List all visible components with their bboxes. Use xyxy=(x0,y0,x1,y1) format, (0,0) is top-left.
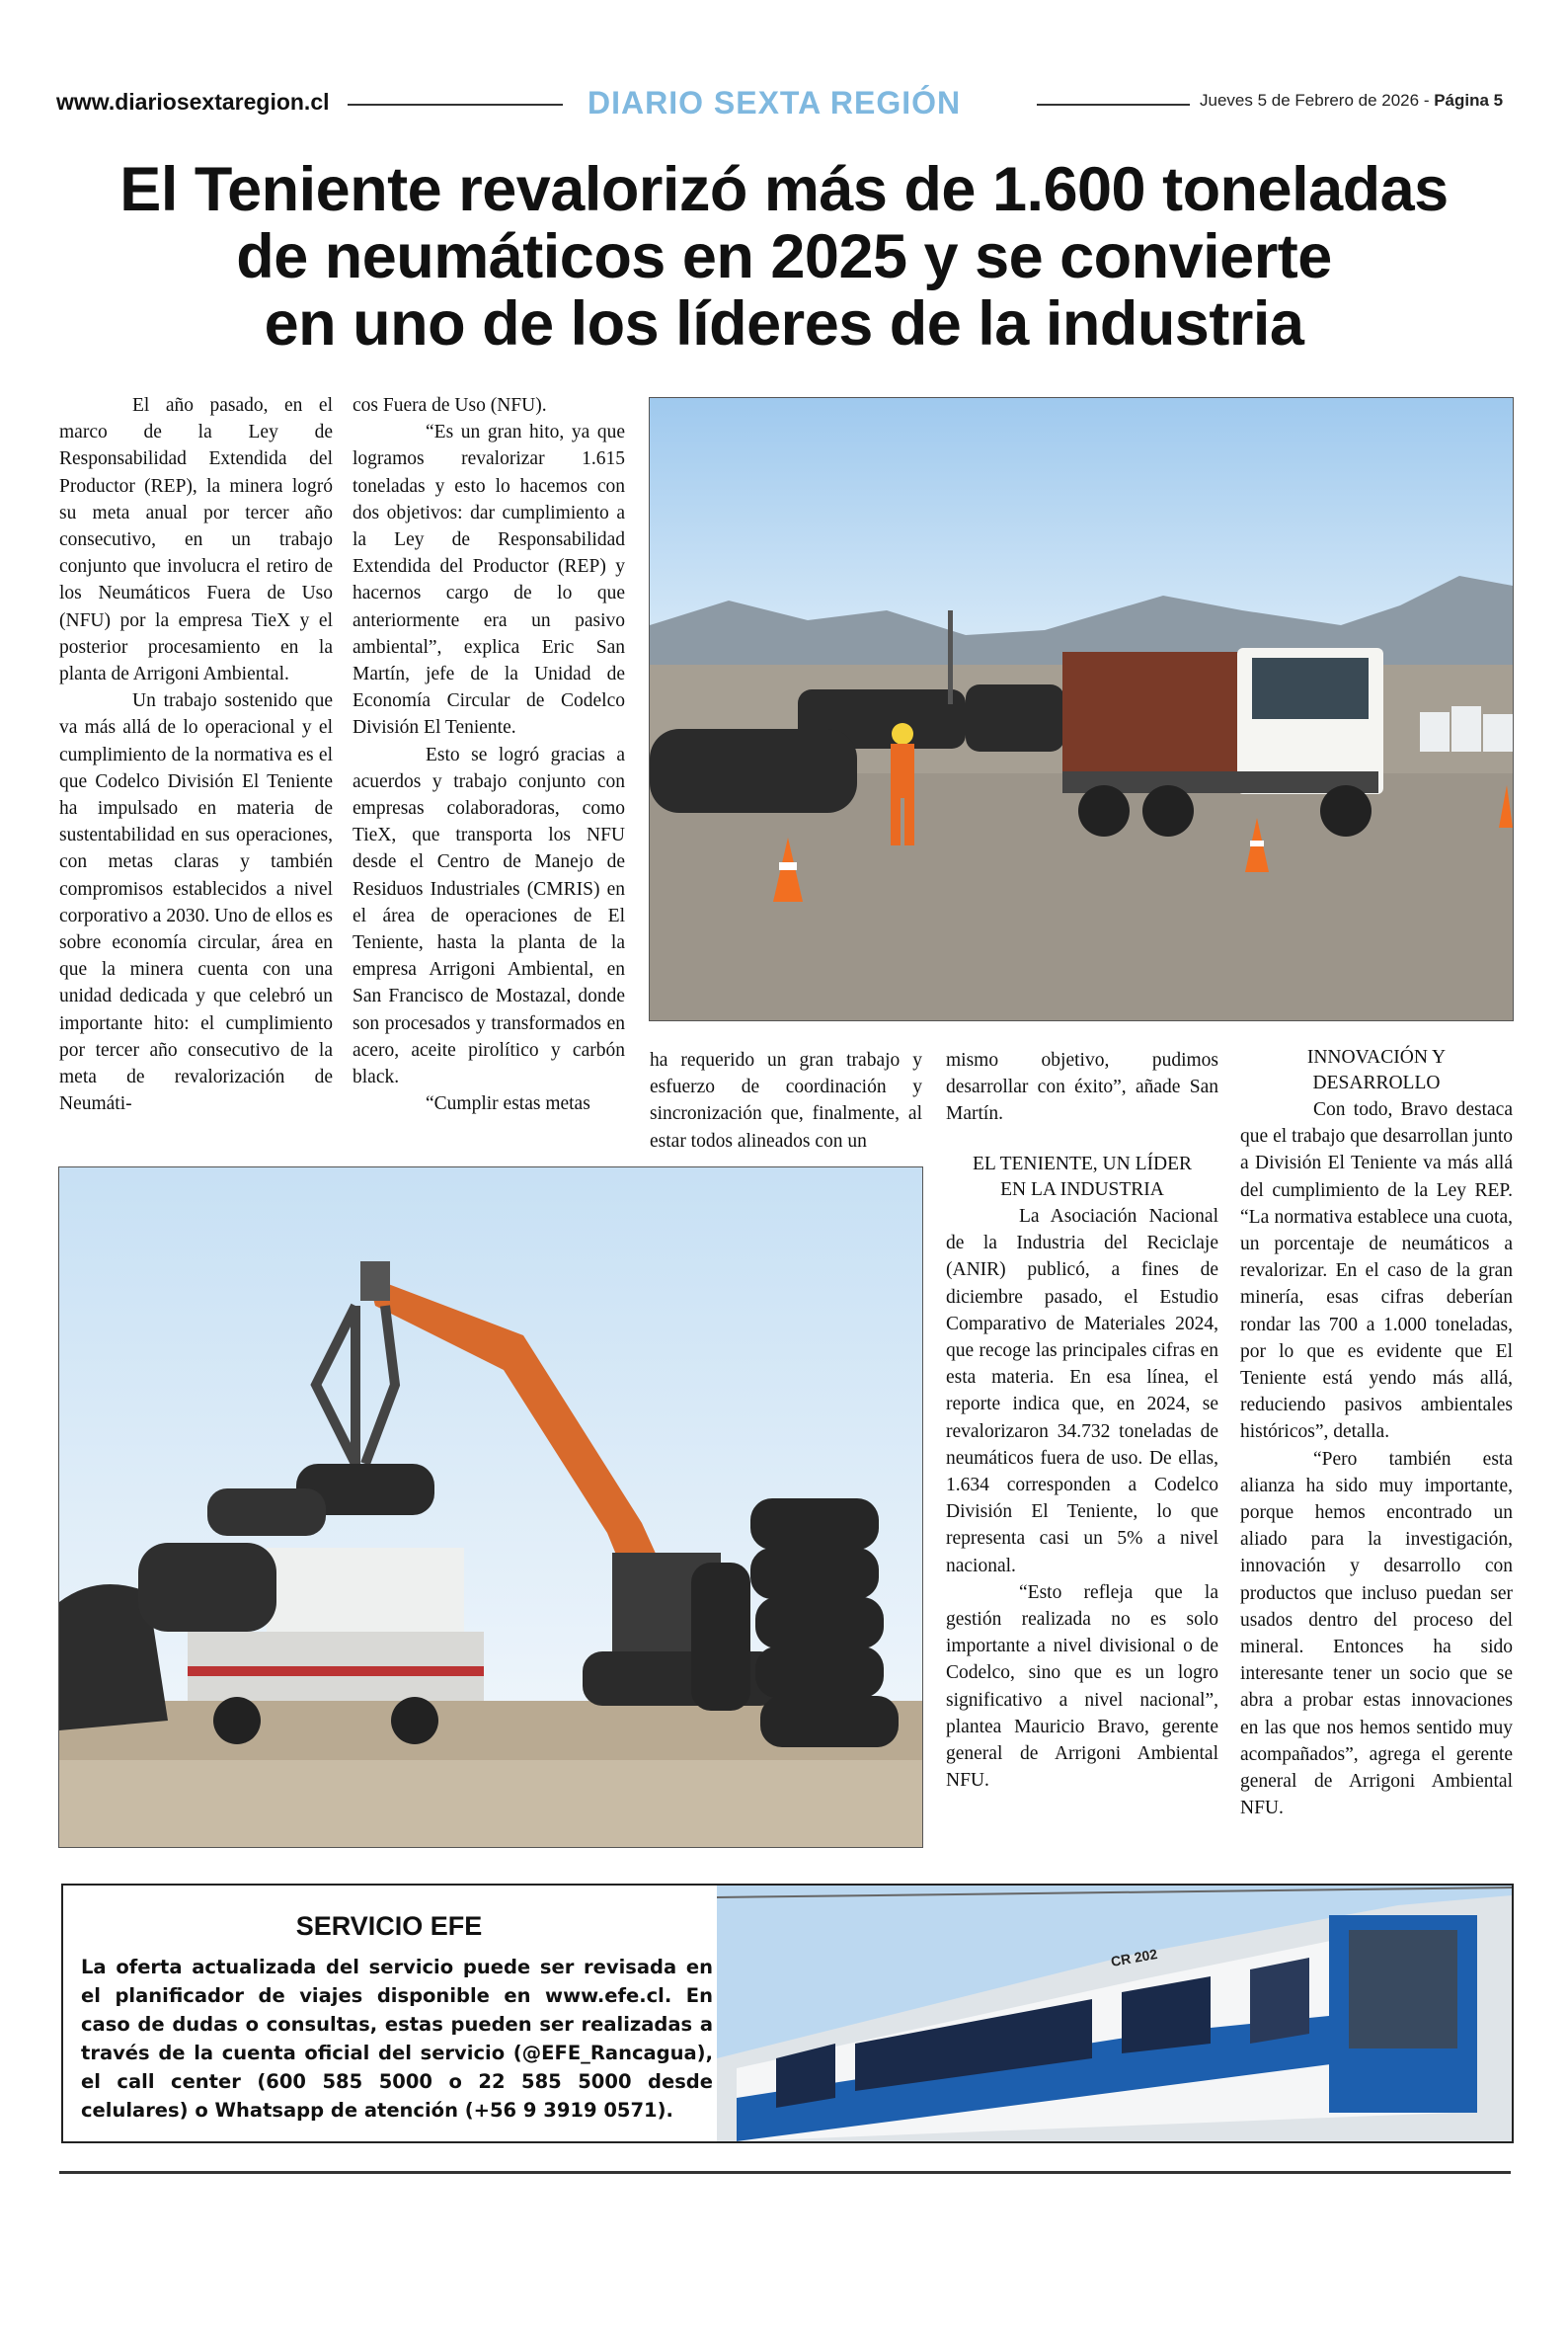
headline-line-1: El Teniente revalorizó más de 1.600 toneladas xyxy=(119,155,1449,224)
newspaper-brand: DIARIO SEXTA REGIÓN xyxy=(588,85,962,120)
section-heading-line: DESARROLLO xyxy=(1312,1073,1441,1093)
train-label: CR 202 xyxy=(1109,1945,1159,1969)
section-heading-line: INNOVACIÓN Y xyxy=(1306,1047,1447,1068)
photo-truck-tire-yard xyxy=(649,397,1514,1021)
paragraph: “Pero también esta alianza ha sido muy importante, porque hemos encontrado un aliado para la investigación, innovación y desarrollo con productos que incluso puedan ser usados dentro del proceso del mineral. Entonces ha sido interesante tener un socio que se abra a probar estas innovaciones en las que nos hemos sentido muy acompañados”, agrega el gerente general de Arrigoni Ambiental NFU. xyxy=(1240,1448,1513,1819)
section-heading-lider xyxy=(946,1152,1218,1203)
article-column-3 xyxy=(650,1047,922,1155)
headline-line-2: de neumáticos en 2025 y se convierte xyxy=(236,222,1332,291)
flatbed-truck xyxy=(267,1548,464,1637)
photo-efe-train xyxy=(717,1886,1512,2141)
efe-title: SERVICIO EFE xyxy=(295,1911,483,1941)
headline xyxy=(39,156,1529,358)
article-section-lider xyxy=(946,1203,1218,1794)
article-column-2 xyxy=(353,392,625,1117)
paragraph: Con todo, Bravo destaca que el trabajo que desarrollan junto a División El Teniente va más allá del cumplimiento de la Ley REP. “La normativa establece una cuota, un porcentaje de neumáticos a revalorizar. En el caso de la gran minería, esas cifras deberían rondar las 700 a 1.000 toneladas, por lo que es evidente que El Teniente está yendo más allá, reduciendo pasivos ambientales históricos”, detalla. xyxy=(1240,1099,1513,1443)
article-column-1 xyxy=(59,392,333,1117)
paragraph: “Esto refleja que la gestión realizada no es solo importante a nivel divisional o de Codelco, sino que es un logro significativo a nivel nacional”, plantea Mauricio Bravo, gerente general de Arrigoni Ambiental NFU. xyxy=(946,1581,1218,1792)
page-number: Página 5 xyxy=(1434,91,1504,110)
issue-date: Jueves 5 de Febrero de 2026 - Página 5 xyxy=(1200,91,1504,110)
truck-yard-illustration xyxy=(650,398,1513,1020)
page-bottom-rule xyxy=(59,2171,1511,2174)
efe-text: La oferta actualizada del servicio puede ser revisada en el planificador de viajes disponible en www.efe.cl. En caso de dudas o consultas, estas pueden ser realizadas a través de la cuenta oficial del servicio (@EFE_Rancagua), el call center (600 585 5000 o 22 585 5000 desde celulares) o Whatsapp de atención (+56 9 3919 0571). xyxy=(81,1956,713,2122)
article-column-4 xyxy=(946,1047,1218,1128)
paragraph: “Cumplir estas metas xyxy=(426,1093,590,1115)
paragraph: mismo objetivo, pudimos desarrollar con éxito”, añade San Martín. xyxy=(946,1050,1218,1125)
paragraph: El año pasado, en el marco de la Ley de Responsabilidad Extendida del Productor (REP), la minera logró su meta anual por tercer año consecutivo, en un trabajo conjunto que involucra el retiro de los Neumáticos Fuera de Uso (NFU) por la empresa TieX y el posterior procesamiento en la planta de Arrigoni Ambiental. xyxy=(59,395,333,685)
paragraph: ha requerido un gran trabajo y esfuerzo de coordinación y sincronización que, finalmente, al estar todos alineados con un xyxy=(650,1050,922,1152)
site-url: www.diariosextaregion.cl xyxy=(56,89,330,115)
section-heading-line: EN LA INDUSTRIA xyxy=(1000,1179,1164,1200)
paragraph: cos Fuera de Uso (NFU). xyxy=(353,395,547,416)
headline-line-3: en uno de los líderes de la industria xyxy=(264,289,1304,359)
paragraph: La Asociación Nacional de la Industria del Reciclaje (ANIR) publicó, a fines de diciembre pasado, el Estudio Comparativo de Materiales 2024, que recoge las principales cifras en esta materia. En esa línea, el reporte indica que, en 2024, se revalorizaron 34.732 toneladas de neumáticos fuera de uso. De ellas, 1.634 corresponden a Codelco División El Teniente, lo que representa casi un 5% a nivel nacional. xyxy=(946,1206,1218,1576)
section-heading-line: EL TENIENTE, UN LÍDER xyxy=(972,1154,1193,1174)
section-heading-innovacion xyxy=(1240,1045,1513,1096)
article-section-innovacion xyxy=(1240,1096,1513,1821)
efe-service-box xyxy=(61,1884,1514,2143)
excavator-illustration xyxy=(59,1167,922,1847)
train-illustration xyxy=(717,1886,1512,2141)
paragraph: Un trabajo sostenido que va más allá de lo operacional y el cumplimiento de la normativa es el que Codelco División El Teniente ha impulsado en materia de sustentabilidad en sus operaciones, con metas claras y también compromisos establecidos a nivel corporativo a 2030. Uno de ellos es sobre economía circular, área en que la minera cuenta con una unidad dedicada y que celebró un importante hito: el cumplimiento por tercer año consecutivo de la meta de revalorización de Neumáti- xyxy=(59,690,333,1115)
paragraph: “Es un gran hito, ya que logramos revalorizar 1.615 toneladas y esto lo hacemos con dos objetivos: dar cumplimiento a la Ley de Responsabilidad Extendida del Productor (REP) y hacernos cargo de lo que anteriormente era un pasivo ambiental”, explica Eric San Martín, jefe de la Unidad de Economía Circular de Codelco División El Teniente. xyxy=(353,422,625,739)
photo-excavator-tires xyxy=(58,1166,923,1848)
header-rule-right xyxy=(1037,104,1190,106)
paragraph: Esto se logró gracias a acuerdos y trabajo conjunto con empresas colaboradoras, como TieX, que transporta los NFU desde el Centro de Manejo de Residuos Industriales (CMRIS) en el área de operaciones de El Teniente, hasta la planta de la empresa Arrigoni Ambiental, en San Francisco de Mostazal, donde son procesados y transformados en acero, aceite pirolítico y carbón black. xyxy=(353,744,625,1088)
truck-container xyxy=(1062,652,1240,775)
header-rule-left xyxy=(348,104,563,106)
